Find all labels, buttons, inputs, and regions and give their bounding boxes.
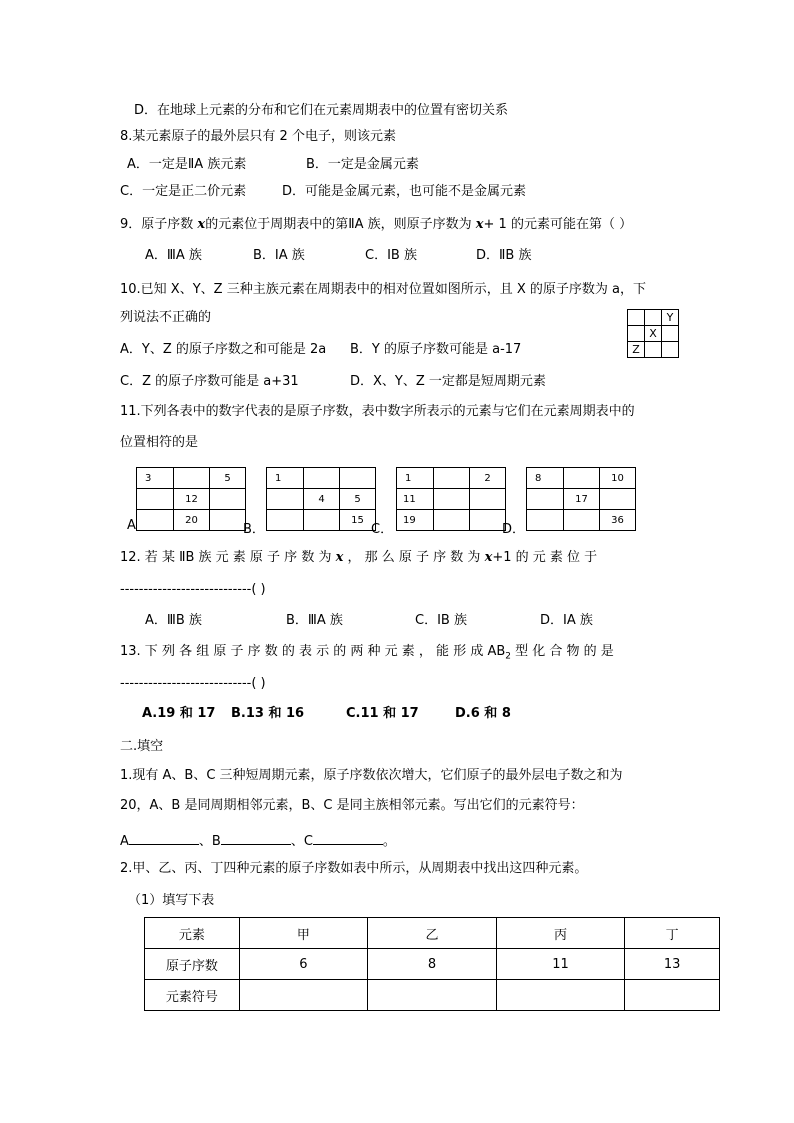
q11-a-cell: 20 (174, 510, 210, 531)
q11-table-c (396, 467, 506, 531)
q11-d-cell: 36 (600, 510, 636, 531)
q9-option-d: D．ⅡB 族 (476, 248, 532, 263)
q11-label-b: B． (243, 522, 265, 537)
q11-d-cell: 10 (600, 468, 636, 489)
q10-position-grid (627, 309, 679, 358)
q9-option-b: B．ⅠA 族 (253, 248, 305, 263)
q10-stem-line2: 列说法不正确的 (120, 310, 212, 325)
q13-stem (120, 643, 614, 666)
q13-option-d: D.6 和 8 (455, 706, 511, 721)
q11-a-cell: 12 (174, 489, 210, 510)
fill-q2-line1: 2.甲、乙、丙、丁四种元素的原子序数如表中所示，从周期表中找出这四种元素。 (120, 861, 588, 876)
table-cell: 11 (496, 949, 625, 980)
q10-cell-z: Z (628, 342, 645, 358)
fill-q1-answers (120, 830, 396, 851)
q11-a-cell: 3 (137, 468, 174, 489)
q9-stem (120, 216, 632, 234)
answer-blank-b[interactable] (221, 830, 291, 845)
q8-option-b: B．一定是金属元素 (306, 157, 419, 172)
q11-label-d: D． (502, 522, 526, 537)
element-table (144, 917, 720, 1011)
q9-stem-part2: 的元素位于周期表中的第ⅡA 族，则原子序数为 (205, 217, 472, 232)
fill-q1-label-b: 、B (198, 834, 221, 849)
q11-stem-line1: 11.下列各表中的数字代表的是原子序数，表中数字所表示的元素与它们在元素周期表中的 (120, 404, 635, 419)
q9-var-x1: x (475, 217, 484, 232)
q9-stem-part3: + 1 的元素可能在第（ ） (483, 217, 633, 232)
table-row (145, 980, 720, 1011)
q12-option-d: D．ⅠA 族 (540, 613, 593, 628)
answer-cell[interactable] (368, 980, 497, 1011)
fill-q1-line1: 1.现有 A、B、C 三种短周期元素，原子序数依次增大，它们原子的最外层电子数之和为 (120, 768, 623, 783)
table-cell: 元素 (145, 918, 240, 949)
table-row (145, 918, 720, 949)
table-cell: 甲 (239, 918, 368, 949)
q12-option-b: B．ⅢA 族 (286, 613, 343, 628)
q13-stem-part2: 型 化 合 物 的 是 (515, 644, 614, 659)
q9-option-a: A．ⅢA 族 (145, 248, 202, 263)
q11-d-cell: 8 (527, 468, 564, 489)
answer-cell[interactable] (496, 980, 625, 1011)
answer-blank-a[interactable] (129, 830, 199, 845)
q11-b-cell: 5 (340, 489, 376, 510)
q13-dashes: ----------------------------( ) (120, 676, 266, 691)
answer-cell[interactable] (625, 980, 720, 1011)
q11-b-cell: 4 (304, 489, 340, 510)
q10-cell-x: X (645, 326, 662, 342)
q9-stem-part1: 9．原子序数 (120, 217, 194, 232)
q8-option-a: A．一定是ⅡA 族元素 (127, 157, 247, 172)
q8-option-d: D．可能是金属元素，也可能不是金属元素 (282, 184, 527, 199)
q11-c-cell: 19 (397, 510, 434, 531)
q9-option-c: C．ⅠB 族 (365, 248, 417, 263)
q10-stem-line1: 10.已知 X、Y、Z 三种主族元素在周期表中的相对位置如图所示，且 X 的原子序数为 a，下 (120, 282, 646, 297)
fill-q1-line2: 20，A、B 是同周期相邻元素，B、C 是同主族相邻元素。写出它们的元素符号： (120, 798, 584, 813)
q12-dashes: ----------------------------( ) (120, 582, 266, 597)
fill-q1-label-a: A (120, 834, 129, 849)
q11-label-a: A (127, 518, 136, 533)
q11-d-cell: 17 (564, 489, 600, 510)
answer-cell[interactable] (239, 980, 368, 1011)
q11-c-cell: 11 (397, 489, 434, 510)
table-cell: 原子序数 (145, 949, 240, 980)
fill-q1-label-c: 、C (290, 834, 313, 849)
table-cell: 13 (625, 949, 720, 980)
q10-option-b: B．Y 的原子序数可能是 a-17 (350, 342, 522, 357)
table-cell: 6 (239, 949, 368, 980)
q11-c-cell: 1 (397, 468, 434, 489)
q8-option-c: C．一定是正二价元素 (120, 184, 247, 199)
q13-stem-part1: 13. 下 列 各 组 原 子 序 数 的 表 示 的 两 种 元 素 ， 能 形 成 AB (120, 644, 506, 659)
q11-a-cell: 5 (210, 468, 246, 489)
q11-b-cell: 15 (340, 510, 376, 531)
q12-stem-part1: 12. 若 某 ⅡB 族 元 素 原 子 序 数 为 (120, 550, 332, 565)
q13-option-a: A.19 和 17 (142, 706, 216, 721)
answer-blank-c[interactable] (313, 830, 383, 845)
q10-option-c: C．Z 的原子序数可能是 a+31 (120, 374, 299, 389)
q11-table-d (526, 467, 636, 531)
q11-stem-line2: 位置相符的是 (120, 435, 199, 450)
q11-table-b (266, 467, 376, 531)
q10-cell-y: Y (662, 310, 679, 326)
table-cell: 丁 (625, 918, 720, 949)
q8-stem: 8.某元素原子的最外层只有 2 个电子，则该元素 (120, 129, 396, 144)
q11-table-a (136, 467, 246, 531)
q11-b-cell: 1 (267, 468, 304, 489)
q12-var-x1: x (484, 550, 493, 565)
q11-label-c: C． (371, 522, 394, 537)
q13-option-b: B.13 和 16 (231, 706, 305, 721)
q12-stem (120, 549, 597, 567)
q12-var-x: x (335, 550, 344, 565)
fill-q1-end: 。 (382, 834, 396, 849)
table-cell: 元素符号 (145, 980, 240, 1011)
q12-option-a: A．ⅢB 族 (145, 613, 202, 628)
q7-option-d: D．在地球上元素的分布和它们在元素周期表中的位置有密切关系 (134, 103, 509, 118)
q10-option-a: A．Y、Z 的原子序数之和可能是 2a (120, 342, 327, 357)
q13-subscript: 2 (505, 651, 511, 662)
q11-c-cell: 2 (470, 468, 506, 489)
fill-q2-sub: （1）填写下表 (128, 893, 215, 908)
section-title: 二.填空 (120, 739, 164, 754)
table-cell: 丙 (496, 918, 625, 949)
q12-option-c: C．ⅠB 族 (415, 613, 467, 628)
q9-var-x: x (197, 217, 206, 232)
table-cell: 8 (368, 949, 497, 980)
table-cell: 乙 (368, 918, 497, 949)
q10-option-d: D．X、Y、Z 一定都是短周期元素 (350, 374, 546, 389)
q12-stem-part2: ， 那 么 原 子 序 数 为 (347, 550, 481, 565)
q12-stem-part3: +1 的 元 素 位 于 (492, 550, 598, 565)
table-row (145, 949, 720, 980)
q13-option-c: C.11 和 17 (346, 706, 419, 721)
